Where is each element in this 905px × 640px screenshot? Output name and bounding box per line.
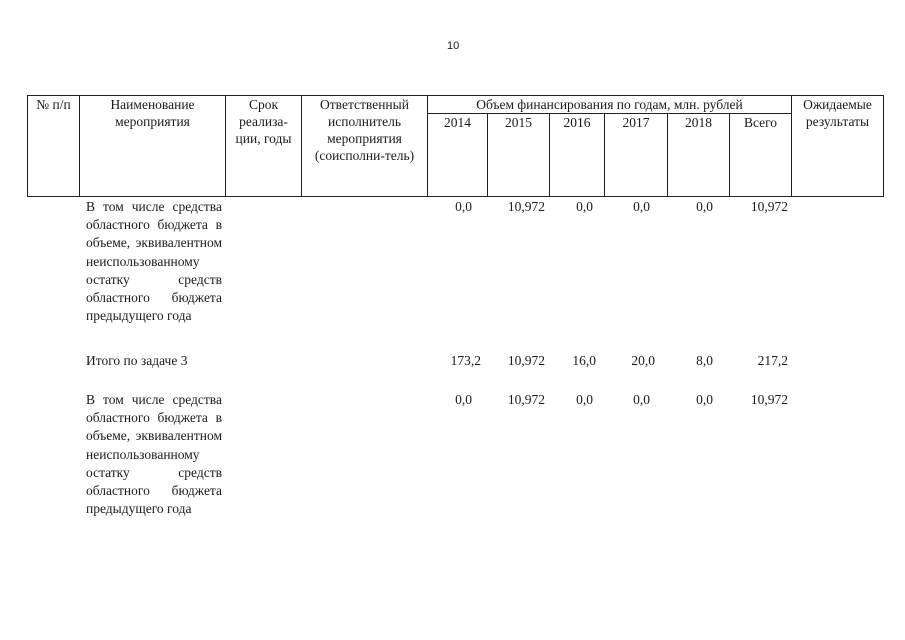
row-2-value-2016: 16,0 — [572, 353, 596, 368]
table-header — [27, 95, 884, 197]
header-no: № п/п — [28, 96, 80, 197]
row-3-value-2014: 0,0 — [455, 392, 472, 407]
header-total: Всего — [730, 114, 792, 197]
row-1-value-total: 10,972 — [750, 199, 788, 214]
page-number: 10 — [447, 40, 460, 52]
header-executor: Ответственный исполнитель мероприятия (соисполни-тель) — [302, 96, 428, 197]
header-year-2018: 2018 — [668, 114, 730, 197]
header-year-2017: 2017 — [605, 114, 668, 197]
row-1-name: В том числе средства областного бюджета в объеме, эквивалентном неиспользованному остатку средств областного бюджета предыдущего года — [86, 199, 222, 324]
row-3-value-total: 10,972 — [750, 392, 788, 407]
row-1-value-2015: 10,972 — [507, 199, 545, 214]
row-2-name: Итого по задаче 3 — [86, 353, 188, 368]
row-3-value-2016: 0,0 — [576, 392, 593, 407]
row-2-value-2017: 20,0 — [631, 353, 655, 368]
row-1-value-2017: 0,0 — [633, 199, 650, 214]
row-3-name: В том числе средства областного бюджета в объеме, эквивалентном неиспользованному остатку средств областного бюджета предыдущего года — [86, 392, 222, 517]
header-name: Наименование мероприятия — [80, 96, 226, 197]
row-2-value-2014: 173,2 — [450, 353, 481, 368]
header-year-2015: 2015 — [488, 114, 550, 197]
row-3-value-2017: 0,0 — [633, 392, 650, 407]
row-2-value-total: 217,2 — [757, 353, 788, 368]
row-1-value-2014: 0,0 — [455, 199, 472, 214]
row-1-value-2016: 0,0 — [576, 199, 593, 214]
header-term: Срок реализа-ции, годы — [226, 96, 302, 197]
row-3-value-2015: 10,972 — [507, 392, 545, 407]
header-results: Ожидаемые результаты — [792, 96, 884, 197]
row-1-value-2018: 0,0 — [696, 199, 713, 214]
row-2-value-2015: 10,972 — [507, 353, 545, 368]
header-year-2016: 2016 — [550, 114, 605, 197]
header-financing: Объем финансирования по годам, млн. рублей — [428, 96, 792, 114]
row-3-value-2018: 0,0 — [696, 392, 713, 407]
header-year-2014: 2014 — [428, 114, 488, 197]
row-2-value-2018: 8,0 — [696, 353, 713, 368]
